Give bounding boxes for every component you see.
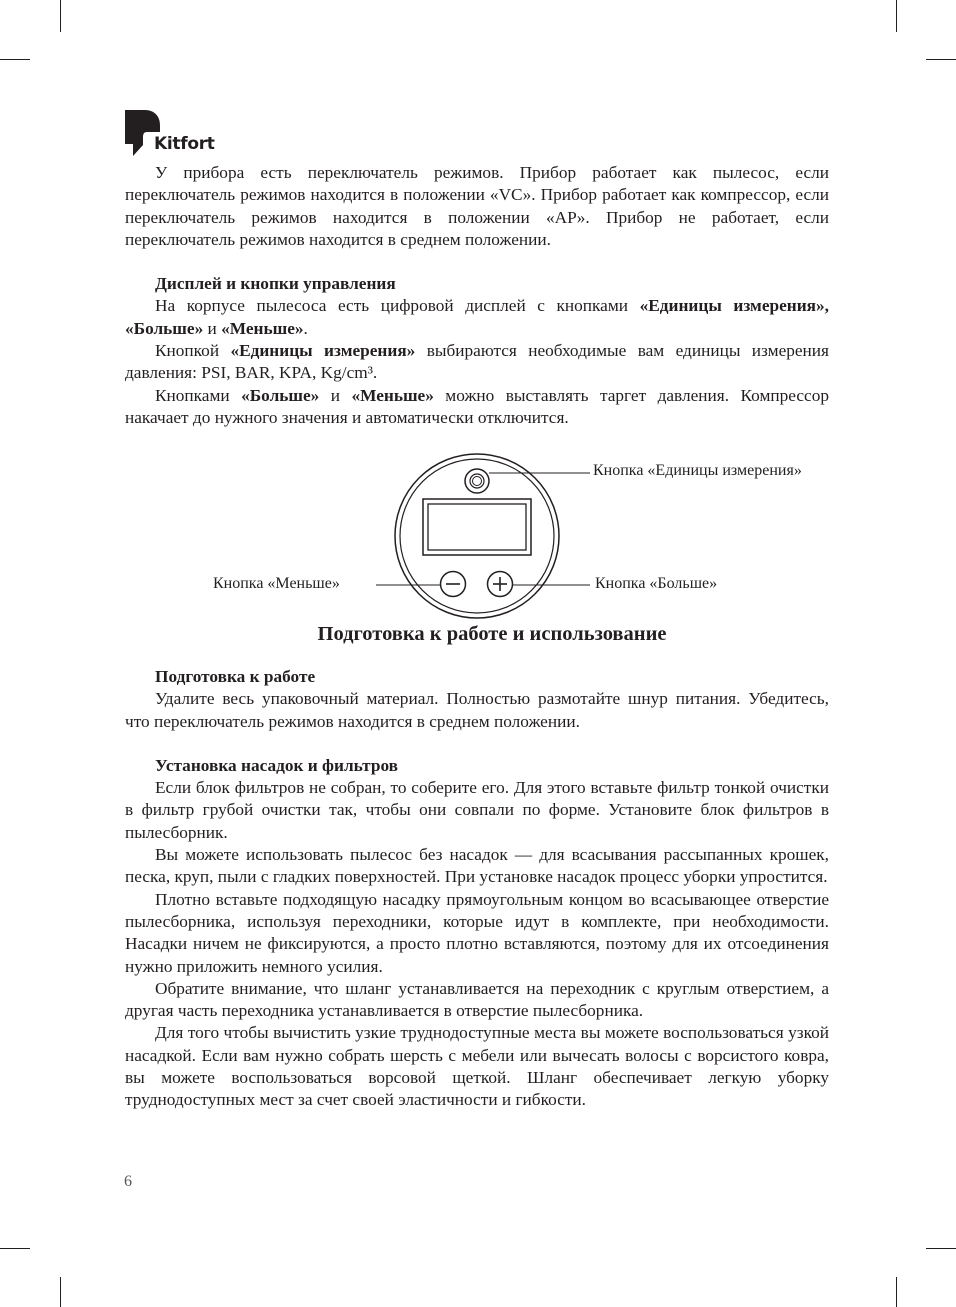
plus-button-icon xyxy=(488,572,513,597)
page-number: 6 xyxy=(124,1173,132,1190)
display-paragraph-3: Кнопками «Больше» и «Меньше» можно выставлять таргет давления. Компрессор накачает до нужного значения и автоматически отключится. xyxy=(125,385,829,427)
display-screen-inner xyxy=(428,504,526,550)
crop-mark xyxy=(60,0,61,32)
install-paragraph: Обратите внимание, что шланг устанавливается на переходник с круглым отверстием, а другая часть переходника устанавливается в отверстие пылесборника. xyxy=(125,978,829,1021)
crop-mark xyxy=(896,0,897,32)
crop-mark xyxy=(926,59,956,60)
display-paragraph-2: Кнопкой «Единицы измерения» выбираются необходимые вам единицы измерения давления: PSI, BAR, KPA, Kg/cm³. xyxy=(125,341,829,383)
units-button-icon xyxy=(465,469,489,493)
display-heading: Дисплей и кнопки управления xyxy=(155,274,396,294)
crop-mark xyxy=(896,1277,897,1307)
intro-block xyxy=(125,162,829,429)
prep-heading: Подготовка к работе xyxy=(155,667,316,686)
install-paragraph: Плотно вставьте подходящую насадку прямоугольным концом во всасывающее отверстие пылесборника, используя переходники, которые идут в комплекте, при необходимости. Насадки ничем не фиксируются, а просто плотно вставляются, поэтому для их отсоединения нужно приложить немного усилия. xyxy=(125,889,829,976)
prep-paragraph: Удалите весь упаковочный материал. Полностью размотайте шнур питания. Убедитесь, что переключатель режимов находится в среднем положении. xyxy=(125,689,829,731)
device-body-outer xyxy=(395,454,559,618)
lower-block xyxy=(125,666,829,1112)
install-paragraph: Если блок фильтров не собран, то соберите его. Для этого вставьте фильтр тонкой очистки в фильтр грубой очистки так, чтобы они совпали по форме. Установите блок фильтров в пылесборник. xyxy=(125,778,829,842)
plus-button-label: Кнопка «Больше» xyxy=(595,575,718,592)
display-paragraph-1: На корпусе пылесоса есть цифровой дисплей с кнопками «Единицы измерения», «Больше» и «Меньше». xyxy=(125,296,829,338)
crop-mark xyxy=(60,1277,61,1307)
brand-name: Kitfort xyxy=(154,134,215,154)
install-heading: Установка насадок и фильтров xyxy=(155,755,398,775)
section-title: Подготовка к работе и использование xyxy=(317,623,667,645)
intro-paragraph: У прибора есть переключатель режимов. Прибор работает как пылесос, если переключатель режимов находится в положении «VC». Прибор работает как компрессор, если переключатель режимов находится в положении «AP». Прибор не работает, если переключатель режимов находится в среднем положении. xyxy=(125,163,829,249)
install-paragraph: Для того чтобы вычистить узкие труднодоступные места вы можете воспользоваться узкой насадкой. Если вам нужно собрать шерсть с мебели или вычесать волосы с ворсистого ковра, вы можете воспользоваться ворсовой щеткой. Шланг обеспечивает легкую уборку труднодоступных мест за счет своей эластичности и гибкости. xyxy=(125,1023,829,1110)
crop-mark xyxy=(0,1248,30,1249)
units-button-label: Кнопка «Единицы измерения» xyxy=(593,462,802,479)
display-diagram xyxy=(0,440,956,630)
crop-mark xyxy=(0,59,30,60)
crop-mark xyxy=(926,1248,956,1249)
minus-button-label: Кнопка «Меньше» xyxy=(213,575,340,592)
display-screen-outer xyxy=(423,499,531,555)
minus-button-icon xyxy=(441,572,466,597)
install-paragraph: Вы можете использовать пылесос без насадок — для всасывания рассыпанных крошек, песка, круп, пыли с гладких поверхностей. При установке насадок процесс уборки упростится. xyxy=(125,845,829,887)
